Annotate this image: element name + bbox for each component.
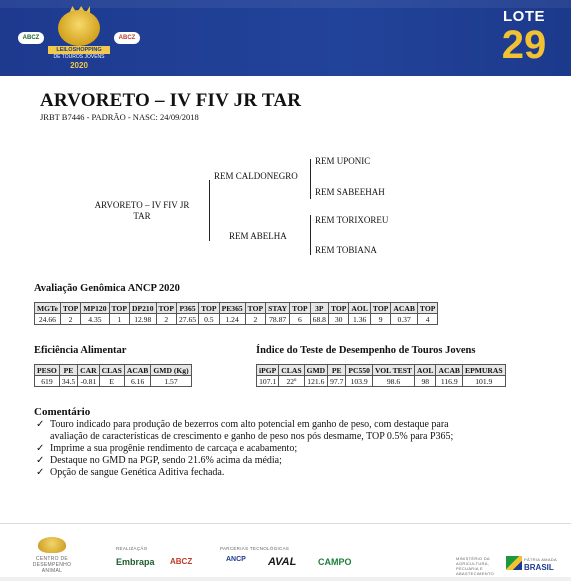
genomic-header-cell: DP210 [129,303,156,314]
perf-header-cell: AOL [415,365,436,376]
pedigree-dd: REM TOBIANA [315,245,377,255]
feed-header-cell: ACAB [124,365,151,376]
genomic-value-cell: 24.66 [35,314,61,325]
perf-table [256,364,506,387]
perf-value-cell: 103.9 [346,376,373,387]
animal-name: ARVORETO – IV FIV JR TAR [40,90,302,111]
genomic-value-cell: 9 [370,314,390,325]
genomic-header-cell: STAY [266,303,290,314]
feed-table [34,364,192,387]
ministerio-text: MINISTÉRIO DA AGRICULTURA, PECUÁRIA E ABASTECIMENTO [456,556,495,576]
genomic-header-cell: MP120 [81,303,109,314]
feed-header-row [35,365,192,376]
comentario-list [36,419,536,479]
comentario-item [36,419,536,431]
gold-medallion-icon [58,10,100,46]
feed-value-cell: 619 [35,376,60,387]
left-sponsor-badge: ABCZ [18,32,44,44]
right-sponsor-badge: ABCZ [114,32,140,44]
pedigree-dam: REM ABELHA [229,231,287,241]
genomic-value-cell: 2 [245,314,265,325]
check-icon: ✓ [36,443,45,454]
perf-header-cell: GMD [304,365,328,376]
check-icon: ✓ [36,419,45,430]
comentario-item [36,455,536,467]
genomic-value-cell: 30 [328,314,348,325]
embrapa-logo: Embrapa [116,557,155,567]
header-banner [0,0,571,76]
perf-value-cell: 107.1 [257,376,279,387]
genomic-value-cell: 12.98 [129,314,156,325]
event-logo [18,6,138,72]
genomic-header-cell: ACAB [391,303,418,314]
pedigree-ds: REM TORIXOREU [315,215,389,225]
pedigree-self [82,200,202,222]
perf-value-cell: 121.6 [304,376,328,387]
genomic-value-cell: 2 [60,314,80,325]
genomic-value-cell: 78.87 [266,314,290,325]
genomic-value-cell: 0.37 [391,314,418,325]
parcerias-label: PARCERIAS TECNOLÓGICAS [220,546,290,551]
genomic-header-cell: TOP [290,303,310,314]
brasil-logo: BRASIL [524,563,554,572]
realizacao-label: REALIZAÇÃO [116,546,148,551]
genomic-header-cell: MGTe [35,303,61,314]
genomic-header-cell: P365 [176,303,198,314]
ancp-logo: ANCP [226,556,246,563]
feed-title: Eficiência Alimentar [34,345,127,356]
feed-header-cell: PESO [35,365,60,376]
comentario-text: Destaque no GMD na PGP, sendo 21.6% acima da média; [50,455,282,466]
perf-value-cell: 98 [415,376,436,387]
perf-header-cell: VOL TEST [372,365,414,376]
event-year: 2020 [70,61,88,70]
pedigree-ss: REM UPONIC [315,156,371,166]
event-name: LEILOSHOPPING [48,46,110,54]
perf-title: Índice do Teste de Desempenho de Touros Jovens [256,345,476,356]
pedigree-sire: REM CALDONEGRO [214,171,298,181]
genomic-value-cell: 0.5 [199,314,219,325]
cda-medallion-icon [38,537,66,553]
feed-value-cell: 1.57 [151,376,191,387]
genomic-header-cell: TOP [109,303,129,314]
pedigree-self-line2: TAR [133,211,151,221]
genomic-title: Avaliação Genômica ANCP 2020 [34,283,180,294]
perf-header-cell: PE [328,365,346,376]
feed-value-cell: 34.5 [59,376,77,387]
genomic-header-cell: TOP [156,303,176,314]
genomic-value-cell: 27.65 [176,314,198,325]
pedigree-self-line1: ARVORETO – IV FIV JR [94,200,190,210]
lote-number: 29 [501,23,547,67]
genomic-header-cell: TOP [370,303,390,314]
genomic-header-cell: TOP [328,303,348,314]
campo-logo: CAMPO [318,557,352,567]
perf-value-cell: 22º [279,376,304,387]
genomic-value-cell: 1.36 [349,314,370,325]
genomic-header-row [35,303,438,314]
feed-value-cell: 6.16 [124,376,151,387]
feed-header-cell: PE [59,365,77,376]
genomic-header-cell: AOL [349,303,370,314]
footer-bar [0,577,571,581]
pedigree-line-1 [209,180,210,241]
feed-header-cell: CLAS [99,365,124,376]
genomic-value-cell: 68.8 [310,314,328,325]
feed-header-cell: CAR [78,365,99,376]
perf-value-cell: 101.9 [463,376,506,387]
feed-value-cell: -0.81 [78,376,99,387]
genomic-header-cell: TOP [245,303,265,314]
genomic-value-cell: 1.24 [219,314,245,325]
feed-header-cell: GMD (Kg) [151,365,191,376]
genomic-header-cell: TOP [417,303,437,314]
perf-header-cell: iPGP [257,365,279,376]
comentario-title: Comentário [34,406,91,418]
cda-text: CENTRO DE DESEMPENHO ANIMAL [32,556,72,574]
feed-value-cell: E [99,376,124,387]
genomic-header-cell: PE365 [219,303,245,314]
abcz-logo: ABCZ [170,557,193,566]
pedigree-line-2 [310,159,311,199]
animal-info: JRBT B7446 - PADRÃO - NASC: 24/09/2018 [40,112,199,122]
genomic-value-row [35,314,438,325]
perf-header-row [257,365,506,376]
perf-value-cell: 98.6 [372,376,414,387]
perf-value-cell: 116.9 [436,376,463,387]
pedigree-sd: REM SABEEHAH [315,187,385,197]
genomic-header-cell: 3P [310,303,328,314]
event-subtitle: DE TOUROS JOVENS [53,54,105,60]
perf-header-cell: PC550 [346,365,373,376]
brasil-flag-icon [506,556,522,570]
genomic-table [34,302,438,325]
perf-header-cell: EPMURAS [463,365,506,376]
genomic-header-cell: TOP [60,303,80,314]
comentario-text: avaliação de características de crescimento e ganho de peso nos pós desmame, TOP 0.5% para P365; [50,431,454,442]
genomic-value-cell: 4.35 [81,314,109,325]
comentario-item [36,443,536,455]
check-icon: ✓ [36,467,45,478]
perf-value-cell: 97.7 [328,376,346,387]
genomic-value-cell: 2 [156,314,176,325]
aval-logo: AVAL [268,556,297,568]
comentario-text: Touro indicado para produção de bezerros com alto potencial em ganho de peso, com destaque para [50,419,449,430]
perf-header-cell: CLAS [279,365,304,376]
genomic-value-cell: 1 [109,314,129,325]
genomic-value-cell: 6 [290,314,310,325]
comentario-item [36,467,536,479]
patria-text: PÁTRIA AMADA [524,557,557,562]
lote-label: LOTE [503,8,545,25]
perf-header-cell: ACAB [436,365,463,376]
feed-value-row [35,376,192,387]
comentario-text: Imprime a sua progênie rendimento de carcaça e acabamento; [50,443,298,454]
perf-value-row [257,376,506,387]
comentario-text: Opção de sangue Genética Aditiva fechada. [50,467,225,478]
footer-separator [0,523,571,524]
genomic-header-cell: TOP [199,303,219,314]
genomic-value-cell: 4 [417,314,437,325]
check-icon: ✓ [36,455,45,466]
comentario-item [36,431,536,443]
pedigree-line-3 [310,215,311,255]
